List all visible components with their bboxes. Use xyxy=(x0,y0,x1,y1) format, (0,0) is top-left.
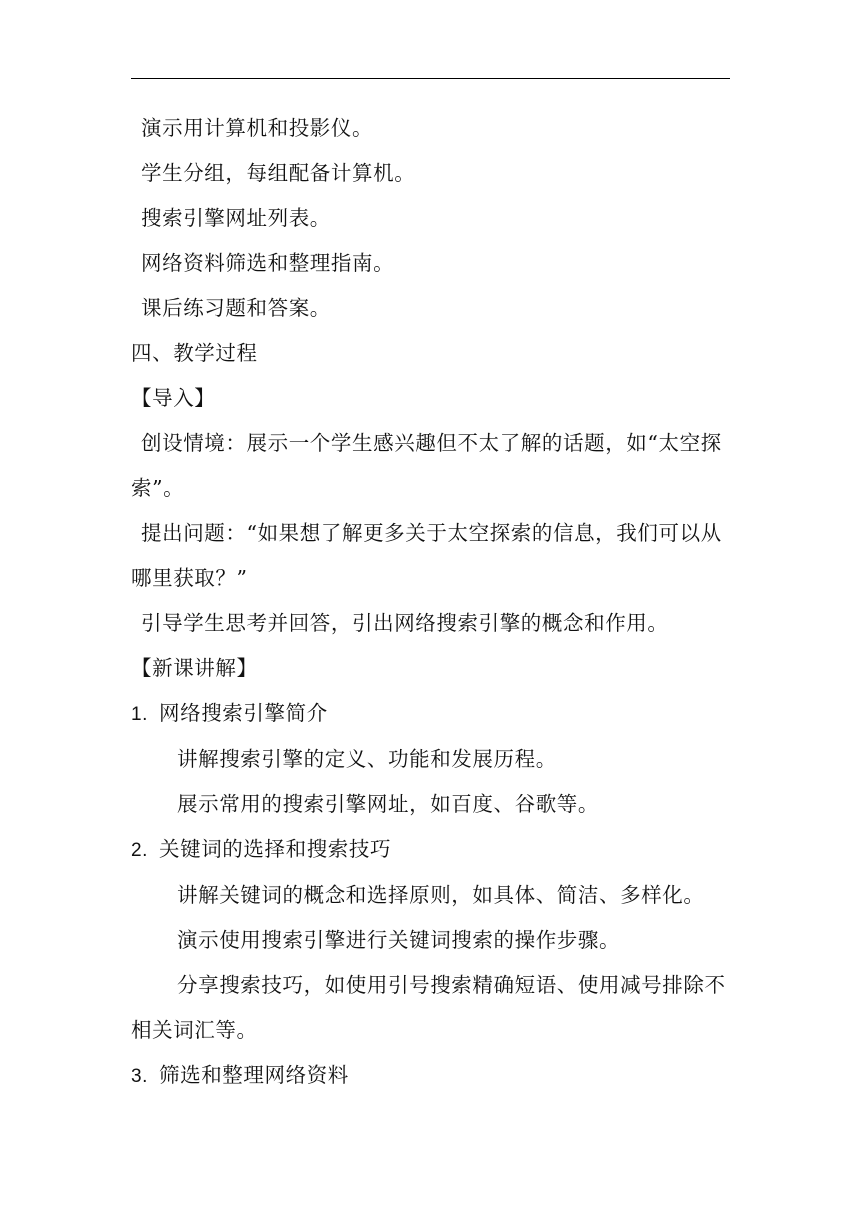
item-title: 网络搜索引擎简介 xyxy=(159,701,328,725)
item-point: 分享搜索技巧，如使用引号搜索精确短语、使用减号排除不相关词汇等。 xyxy=(131,973,726,1042)
item-point: 讲解搜索引擎的定义、功能和发展历程。 xyxy=(177,747,557,771)
subsection-heading-intro: 【导入】 xyxy=(131,386,216,410)
numbered-item-title xyxy=(131,827,730,873)
intro-paragraph: 引导学生思考并回答，引出网络搜索引擎的概念和作用。 xyxy=(141,611,669,635)
item-point: 展示常用的搜索引擎网址，如百度、谷歌等。 xyxy=(177,792,599,816)
materials-item: 搜索引擎网址列表。 xyxy=(141,206,331,230)
materials-item: 网络资料筛选和整理指南。 xyxy=(141,251,395,275)
numbered-item-title xyxy=(131,1053,730,1099)
item-number: 2. xyxy=(131,840,149,861)
item-number: 1. xyxy=(131,704,149,725)
item-number: 3. xyxy=(131,1066,149,1087)
intro-paragraph: 创设情境：展示一个学生感兴趣但不太了解的话题，如“太空探索”。 xyxy=(131,431,722,500)
section-heading: 四、教学过程 xyxy=(131,341,258,365)
item-point: 演示使用搜索引擎进行关键词搜索的操作步骤。 xyxy=(177,928,621,952)
materials-item: 演示用计算机和投影仪。 xyxy=(141,116,374,140)
numbered-item-title xyxy=(131,691,730,737)
item-title: 关键词的选择和搜索技巧 xyxy=(159,837,392,861)
subsection-heading-new-lesson: 【新课讲解】 xyxy=(131,656,258,680)
header-rule xyxy=(131,78,730,79)
intro-paragraph: 提出问题：“如果想了解更多关于太空探索的信息，我们可以从哪里获取？” xyxy=(131,521,722,590)
item-title: 筛选和整理网络资料 xyxy=(159,1063,349,1087)
item-point: 讲解关键词的概念和选择原则，如具体、简洁、多样化。 xyxy=(177,883,705,907)
materials-item: 学生分组，每组配备计算机。 xyxy=(141,161,416,185)
document-body xyxy=(131,106,730,1099)
materials-item: 课后练习题和答案。 xyxy=(141,296,331,320)
